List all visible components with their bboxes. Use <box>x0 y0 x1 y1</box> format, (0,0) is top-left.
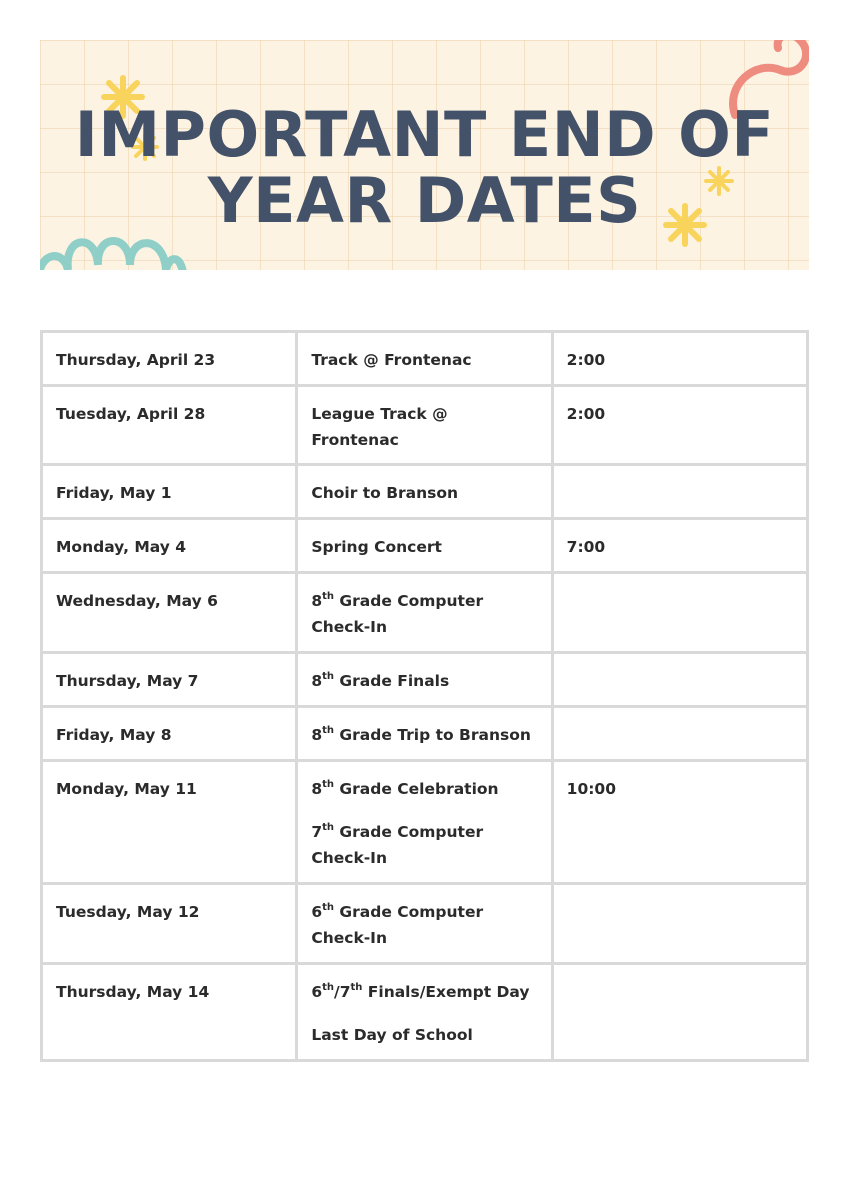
event-text: League Track @ Frontenac <box>311 405 448 449</box>
event-cell <box>297 386 552 465</box>
header-banner <box>40 40 809 270</box>
title-line-2: YEAR DATES <box>207 164 642 237</box>
event-text: 8th Grade Computer Check-In <box>311 591 484 636</box>
time-cell <box>552 653 807 707</box>
time-cell <box>552 707 807 761</box>
time-cell: 7:00 <box>552 519 807 573</box>
event-cell <box>297 573 552 653</box>
event-text: 6th Grade Computer Check-In <box>311 902 484 947</box>
event-cell <box>297 761 552 884</box>
time-cell <box>552 884 807 964</box>
event-cell <box>297 332 552 386</box>
date-cell: Monday, May 11 <box>42 761 297 884</box>
event-text: 8th Grade Celebration <box>311 779 499 798</box>
date-cell: Tuesday, April 28 <box>42 386 297 465</box>
event-cell <box>297 519 552 573</box>
table-row <box>42 573 808 653</box>
time-cell: 2:00 <box>552 386 807 465</box>
table-row <box>42 653 808 707</box>
event-text: Choir to Branson <box>311 484 459 502</box>
time-cell <box>552 964 807 1061</box>
time-cell <box>552 573 807 653</box>
schedule-table <box>40 330 809 1062</box>
table-row <box>42 964 808 1061</box>
date-cell: Monday, May 4 <box>42 519 297 573</box>
table-row <box>42 465 808 519</box>
event-text: 8th Grade Trip to Branson <box>311 725 531 744</box>
table-row <box>42 332 808 386</box>
date-cell: Wednesday, May 6 <box>42 573 297 653</box>
table-row <box>42 386 808 465</box>
date-cell: Friday, May 8 <box>42 707 297 761</box>
event-cell <box>297 653 552 707</box>
time-cell <box>552 465 807 519</box>
event-text: 8th Grade Finals <box>311 671 450 690</box>
event-cell <box>297 707 552 761</box>
table-row <box>42 707 808 761</box>
event-cell <box>297 884 552 964</box>
event-text: 7th Grade Computer Check-In <box>311 822 484 867</box>
event-text: Last Day of School <box>311 1026 473 1044</box>
event-cell <box>297 465 552 519</box>
table-row <box>42 519 808 573</box>
event-text: Track @ Frontenac <box>311 351 472 369</box>
date-cell: Friday, May 1 <box>42 465 297 519</box>
time-cell: 2:00 <box>552 332 807 386</box>
event-text: Spring Concert <box>311 538 442 556</box>
date-cell: Thursday, April 23 <box>42 332 297 386</box>
date-cell: Tuesday, May 12 <box>42 884 297 964</box>
date-cell: Thursday, May 7 <box>42 653 297 707</box>
date-cell: Thursday, May 14 <box>42 964 297 1061</box>
event-text: 6th/7th Finals/Exempt Day <box>311 982 530 1001</box>
event-cell <box>297 964 552 1061</box>
time-cell: 10:00 <box>552 761 807 884</box>
title-line-1: IMPORTANT END OF <box>74 98 775 171</box>
page-title <box>40 98 809 237</box>
table-row <box>42 884 808 964</box>
table-row <box>42 761 808 884</box>
